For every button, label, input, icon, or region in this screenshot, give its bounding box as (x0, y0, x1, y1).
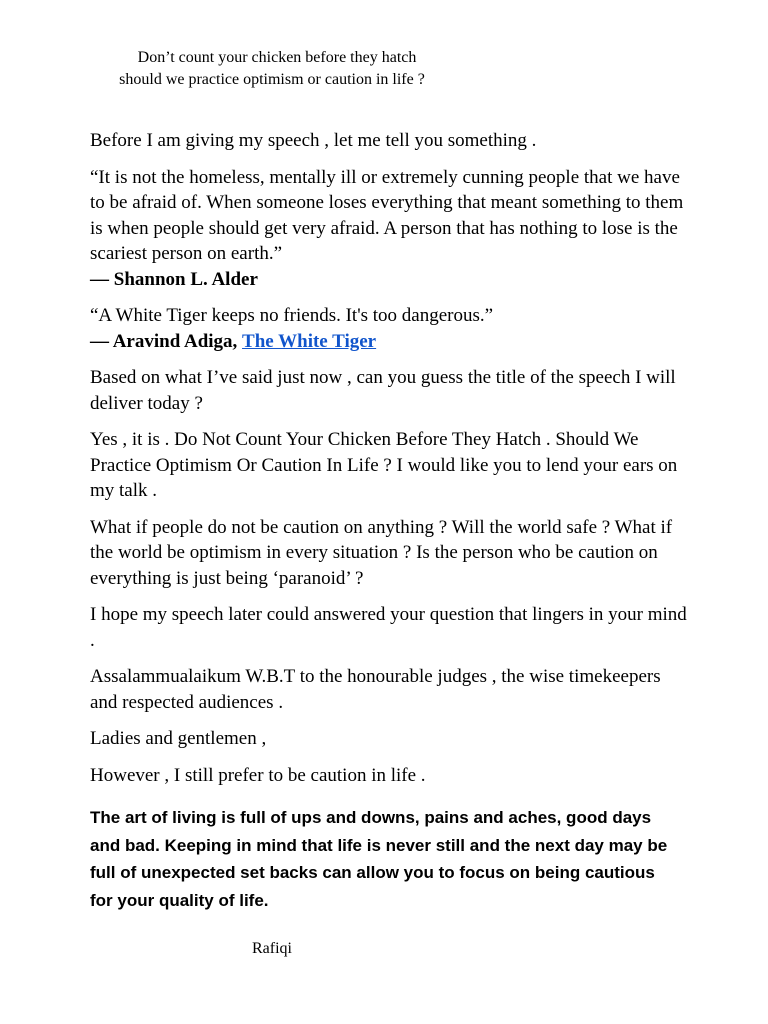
title-line-2: should we practice optimism or caution in life ? (119, 71, 425, 88)
book-title-link[interactable]: The White Tiger (242, 330, 377, 352)
quote-text: “It is not the homeless, mentally ill or extremely cunning people that we have to be afraid of. When someone loses everything that meant something to them is when people should get very afraid. A person that has nothing to lose is the scariest person on earth.” (90, 166, 684, 264)
greeting-paragraph: Assalammualaikum W.B.T to the honourable judges , the wise timekeepers and respected audiences . (90, 666, 661, 713)
body-paragraph: What if people do not be caution on anything ? Will the world safe ? What if the world be optimism in every situation ? Is the person who be caution on everything is just being ‘paranoid’ ? (90, 516, 673, 589)
quote-block-1 (90, 165, 690, 293)
title-line-1: Don’t count your chicken before they hatch (137, 49, 417, 66)
highlight-paragraph: The art of living is full of ups and downs, pains and aches, good days and bad. Keeping in mind that life is never still and the next day may be full of unexpected set backs can allow you to focus on being cautious for your quality of life. (90, 808, 668, 910)
author-signature: Rafiqi (252, 940, 292, 957)
quote-text: “A White Tiger keeps no friends. It's too dangerous.” (90, 305, 494, 326)
speech-title (0, 47, 532, 91)
speech-body (90, 128, 690, 925)
quote-block-2 (90, 303, 690, 354)
body-paragraph: I hope my speech later could answered your question that lingers in your mind . (90, 604, 687, 651)
stance-paragraph: However , I still prefer to be caution in life . (90, 764, 426, 786)
salutation: Ladies and gentlemen , (90, 728, 267, 749)
body-paragraph: Yes , it is . Do Not Count Your Chicken Before They Hatch . Should We Practice Optimism Or Caution In Life ? I would like you to lend your ears on my talk . (90, 429, 678, 501)
quote-author: ― Shannon L. Alder (90, 268, 258, 290)
body-paragraph: Based on what I’ve said just now , can you guess the title of the speech I will deliver today ? (90, 367, 676, 414)
quote-author: ― Aravind Adiga, (90, 330, 238, 352)
intro-paragraph: Before I am giving my speech , let me tell you something . (90, 130, 537, 151)
